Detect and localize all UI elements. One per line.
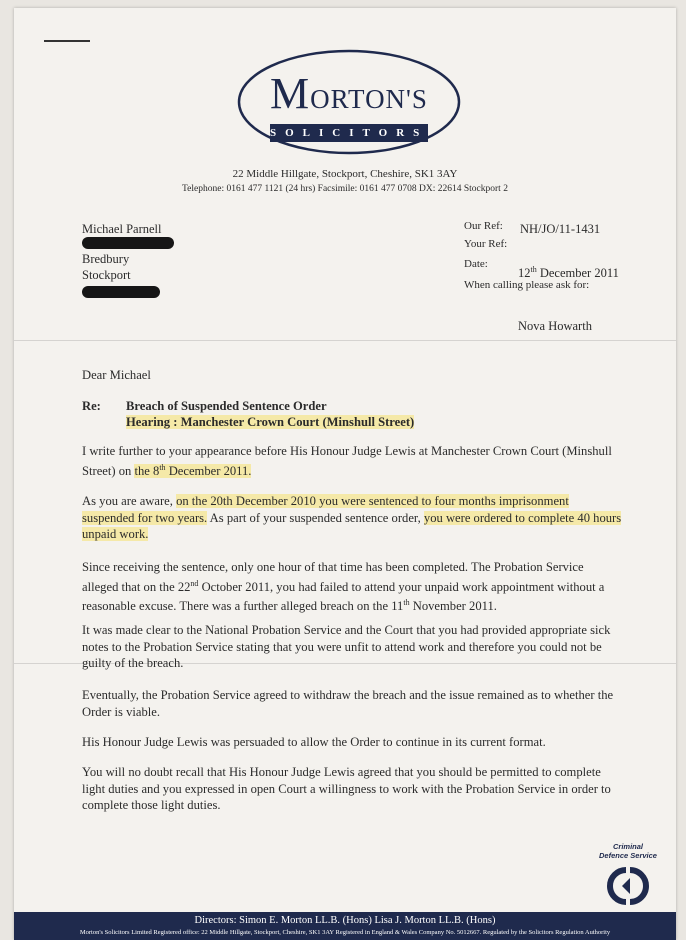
paragraph-4: It was made clear to the National Probation Service and the Court that you had provided appropriate sick notes to the Probation Service stating that you were unfit to attend work and therefore you could not be guilty of the breach. <box>82 623 611 670</box>
paragraph-2 <box>82 493 622 543</box>
logo-rest: ORTON'S <box>310 84 428 114</box>
firm-contacts: Telephone: 0161 477 1121 (24 hrs) Facsimile: 0161 477 0708 DX: 22614 Stockport 2 <box>182 184 508 194</box>
date-day: 12 <box>518 266 531 281</box>
cds-line-2: Defence Service <box>599 851 657 860</box>
letter-page <box>14 8 676 940</box>
footer-band <box>14 912 676 940</box>
paragraph-7: You will no doubt recall that His Honour Judge Lewis agreed that you should be permitted to complete light duties and you expressed in open Court a willingness to work with the Probation Service in order to complete those light duties. <box>82 765 611 812</box>
p3-text-a: Since receiving the sentence, only one hour of that time has been completed. The Probation Service alleged that on the 22 <box>82 560 584 594</box>
logo-wordmark <box>236 68 462 119</box>
our-ref-value: NH/JO/11-1431 <box>520 222 601 236</box>
firm-address: 22 Middle Hillgate, Stockport, Cheshire, SK1 3AY <box>232 168 458 180</box>
p2-text-c: As part of your suspended sentence order, <box>207 510 424 525</box>
recipient-name: Michael Parnell <box>82 222 162 236</box>
date-suffix: th <box>530 265 537 274</box>
date-rest: December 2011 <box>536 266 619 281</box>
date-label: Date: <box>464 258 488 270</box>
p1-sup: th <box>159 462 166 472</box>
re-label: Re: <box>82 399 101 413</box>
criminal-defence-service-logo <box>588 842 668 913</box>
p3-text-b: October 2011, you had failed to attend your unpaid work appointment without a reasonable excuse. There was a further alleged breach on the 11 <box>82 579 605 614</box>
fold-line <box>14 340 676 341</box>
your-ref-label: Your Ref: <box>464 238 508 250</box>
p2-highlight-sentence: on the 20th December 2010 you were sentenced to four months imprisonment suspended for two years. <box>82 494 569 525</box>
cds-line-1: Criminal <box>612 842 643 851</box>
corner-mark <box>44 40 90 42</box>
paragraph-6: His Honour Judge Lewis was persuaded to allow the Order to continue in its current format. <box>82 735 546 749</box>
redacted-postcode <box>82 286 160 298</box>
p1-date: the 8 <box>134 463 160 478</box>
p3-sup-2: th <box>403 598 410 608</box>
redacted-street <box>82 237 174 249</box>
p2-highlight-hours: you were ordered to complete 40 hours unpaid work. <box>82 510 622 541</box>
cds-emblem-icon <box>606 864 650 908</box>
salutation: Dear Michael <box>82 368 151 382</box>
contact-person: Nova Howarth <box>518 319 592 333</box>
p1-date-rest: December 2011. <box>165 463 252 478</box>
paragraph-3 <box>82 559 622 615</box>
p3-sup-1: nd <box>190 578 199 588</box>
re-hearing <box>126 414 526 431</box>
mortons-logo <box>236 48 462 156</box>
p1-text: I write further to your appearance before His Honour Judge Lewis at Manchester Crown Court (Minshull Street) on <box>82 444 612 478</box>
recipient-town: Bredbury <box>82 252 130 266</box>
our-ref-label: Our Ref: <box>464 220 503 232</box>
ask-for-label: When calling please ask for: <box>464 279 590 291</box>
paragraph-1 <box>82 443 622 479</box>
p2-text-a: As you are aware, <box>82 494 177 508</box>
footer-directors: Directors: Simon E. Morton LL.B. (Hons) Lisa J. Morton LL.B. (Hons) <box>194 915 496 926</box>
p3-text-c: November 2011. <box>409 599 497 614</box>
logo-initial: M <box>270 69 311 118</box>
logo-subtitle: SOLICITORS <box>270 124 428 142</box>
re-title: Breach of Suspended Sentence Order <box>126 399 327 413</box>
p1-highlight <box>134 464 251 478</box>
paragraph-5: Eventually, the Probation Service agreed to withdraw the breach and the issue remained as to whether the Order is viable. <box>82 688 614 719</box>
recipient-city: Stockport <box>82 268 131 282</box>
re-hearing-text: Hearing : Manchester Crown Court (Minshull Street) <box>126 415 415 429</box>
footer-registered: Morton's Solicitors Limited Registered office: 22 Middle Hillgate, Stockport, Cheshire, SK1 3AY Registered in England & Wales Company No. 5012667. Regulated by the Solicitors Regulation Authority <box>79 929 611 936</box>
